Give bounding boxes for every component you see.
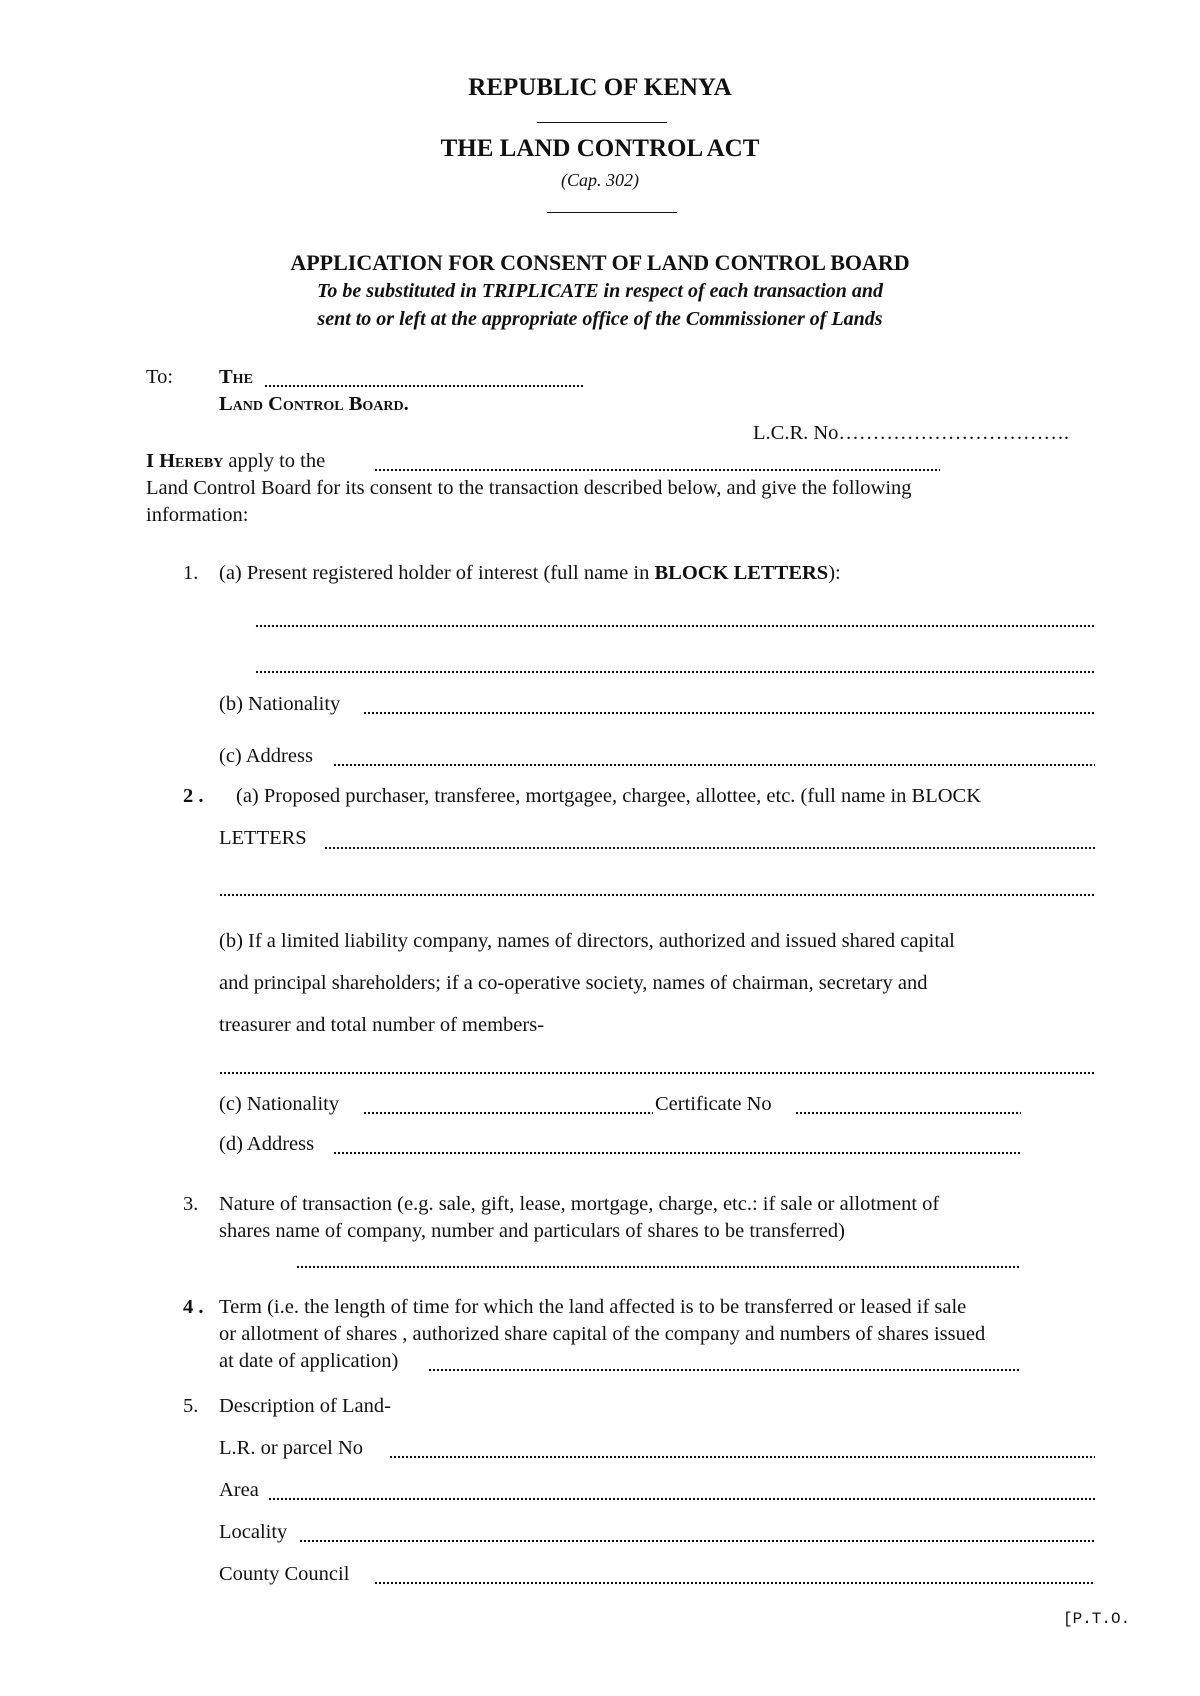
to-label: To:	[146, 366, 174, 388]
item-3-line-2: shares name of company, number and particulars of shares to be transferred)	[219, 1220, 845, 1242]
item-3-line-1: Nature of transaction (e.g. sale, gift, lease, mortgage, charge, etc.: if sale or allotment of	[219, 1193, 940, 1215]
term-field[interactable]	[428, 1368, 1021, 1372]
instruction-line-1: To be substituted in TRIPLICATE in respect of each transaction and	[317, 280, 883, 302]
item-1a-text: (a) Present registered holder of interest (full name in	[219, 562, 655, 584]
area-field[interactable]	[268, 1497, 1095, 1501]
lcr-number: L.C.R. No…………………………….	[753, 422, 1070, 444]
holder-nationality-field[interactable]	[363, 711, 1095, 715]
item-2b-line-1: (b) If a limited liability company, names of directors, authorized and issued shared capital	[219, 930, 955, 952]
item-4-line-3: at date of application)	[219, 1350, 399, 1372]
locality-label: Locality	[219, 1521, 288, 1543]
intro-line-3: information:	[146, 504, 249, 526]
hereby-text: I Hereby	[146, 450, 224, 472]
certificate-label: Certificate No	[655, 1093, 772, 1115]
area-label: Area	[219, 1479, 259, 1501]
item-3-number: 3.	[183, 1193, 199, 1215]
transaction-nature-field[interactable]	[296, 1265, 1021, 1269]
board-label: Land Control Board.	[219, 393, 409, 415]
item-2d-label: (d) Address	[219, 1133, 315, 1155]
item-4-line-1: Term (i.e. the length of time for which the land affected is to be transferred or leased if sale	[219, 1296, 967, 1318]
certificate-number-field[interactable]	[795, 1111, 1021, 1115]
county-council-field[interactable]	[374, 1581, 1095, 1585]
act-title: THE LAND CONTROL ACT	[440, 135, 760, 162]
holder-address-field[interactable]	[333, 763, 1095, 767]
item-4-number: 4 .	[183, 1296, 204, 1318]
board-name-field[interactable]	[264, 384, 584, 388]
applicant-board-field[interactable]	[374, 468, 940, 472]
pto-note: [P.T.O.	[1063, 1610, 1131, 1628]
header-divider-1	[537, 122, 667, 123]
holder-name-field-1[interactable]	[255, 624, 1095, 628]
item-2c-label: (c) Nationality	[219, 1093, 340, 1115]
company-details-field[interactable]	[219, 1071, 1095, 1075]
intro-line-2: Land Control Board for its consent to the transaction described below, and give the following	[146, 477, 912, 499]
item-2b-line-2: and principal shareholders; if a co-operative society, names of chairman, secretary and	[219, 972, 928, 994]
purchaser-name-field-1[interactable]	[324, 846, 1095, 850]
item-1b-label: (b) Nationality	[219, 693, 341, 715]
instruction-line-2: sent to or left at the appropriate office of the Commissioner of Lands	[317, 308, 883, 330]
apply-text: apply to the	[223, 450, 326, 472]
item-2-number: 2 .	[183, 785, 204, 807]
item-1a-end: ):	[828, 562, 841, 584]
purchaser-name-field-2[interactable]	[219, 893, 1095, 897]
item-2a-line-1: (a) Proposed purchaser, transferee, mortgagee, chargee, allottee, etc. (full name in BLOCK	[236, 785, 982, 807]
header-divider-2	[547, 212, 677, 213]
item-1c-label: (c) Address	[219, 745, 313, 767]
form-title: APPLICATION FOR CONSENT OF LAND CONTROL BOARD	[290, 250, 910, 275]
purchaser-address-field[interactable]	[333, 1151, 1021, 1155]
item-4-line-2: or allotment of shares , authorized share capital of the company and numbers of shares issued	[219, 1323, 986, 1345]
holder-name-field-2[interactable]	[255, 670, 1095, 674]
item-2b-line-3: treasurer and total number of members-	[219, 1014, 545, 1036]
item-5-title: Description of Land-	[219, 1395, 391, 1417]
locality-field[interactable]	[299, 1539, 1095, 1543]
item-2a-line-2: LETTERS	[219, 827, 307, 849]
chapter-reference: (Cap. 302)	[561, 170, 639, 190]
the-label: The	[219, 366, 253, 388]
country-heading: REPUBLIC OF KENYA	[468, 74, 732, 101]
parcel-label: L.R. or parcel No	[219, 1437, 364, 1459]
item-1a-bold: BLOCK LETTERS	[654, 562, 829, 584]
county-council-label: County Council	[219, 1563, 350, 1585]
purchaser-nationality-field[interactable]	[363, 1111, 653, 1115]
item-1-number: 1.	[183, 562, 199, 584]
parcel-number-field[interactable]	[389, 1455, 1095, 1459]
item-5-number: 5.	[183, 1395, 199, 1417]
